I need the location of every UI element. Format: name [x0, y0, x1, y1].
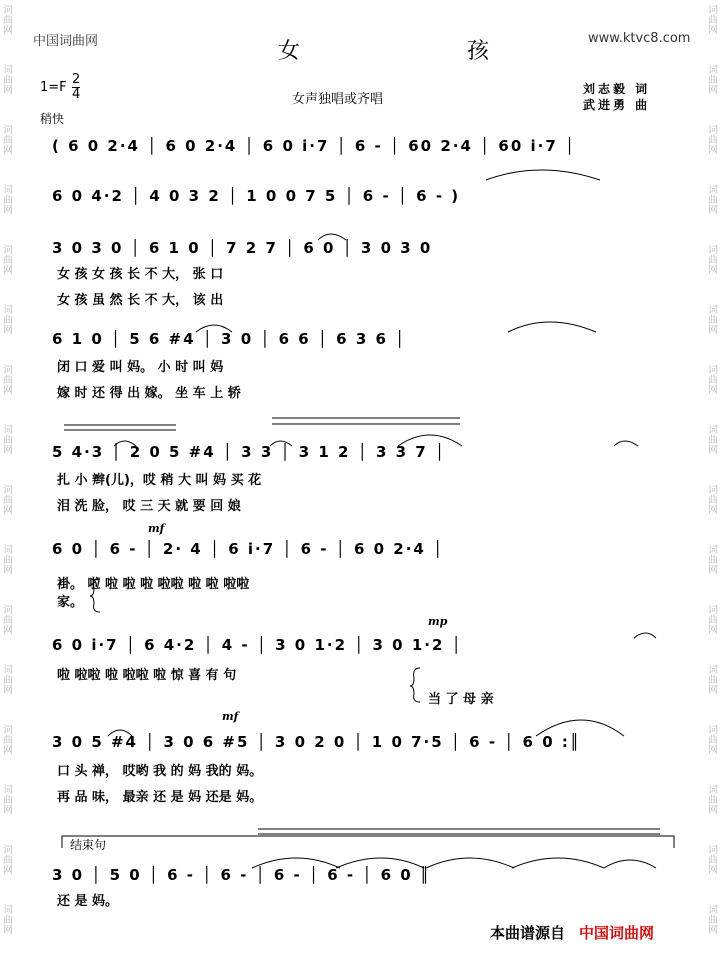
- slur-row-4b: [508, 322, 596, 332]
- slur-row-3: [318, 234, 346, 240]
- watermark-glyph: 词 曲 网: [3, 605, 13, 636]
- watermark-glyph: 词 曲 网: [708, 365, 718, 396]
- slur-row-5d: [614, 441, 638, 446]
- slur-row-5b: [270, 441, 292, 446]
- lyric-row-5-verse-1: 扎 小 辫(儿)，哎 稍 大 叫 妈 买 花: [57, 473, 262, 488]
- watermark-glyph: 词 曲 网: [3, 305, 13, 336]
- watermark-glyph: 词 曲 网: [708, 425, 718, 456]
- slur-row-2: [486, 170, 600, 180]
- watermark-glyph: 词 曲 网: [3, 545, 13, 576]
- slur-row-9b: [336, 858, 424, 868]
- watermark-glyph: 词 曲 网: [708, 65, 718, 96]
- watermark-glyph: 词 曲 网: [708, 305, 718, 336]
- notation-row-8: 3 0 5 #4 │ 3 0 6 #5 │ 3 0 2 0 │ 1 0 7·5 │ 6 - │ 6 0 :║: [52, 733, 581, 751]
- watermark-glyph: 词 曲 网: [708, 665, 718, 696]
- watermark-glyph: 词 曲 网: [708, 485, 718, 516]
- tempo-marking: 稍快: [40, 112, 65, 126]
- notation-row-5: 5 4·3 │ 2 0 5 #4 │ 3 3 │ 3 1 2 │ 3 3 7 │: [52, 443, 446, 461]
- notation-row-4: 6 1 0 │ 5 6 #4 │ 3 0 │ 6 6 │ 6 3 6 │: [52, 330, 407, 348]
- watermark-glyph: 词 曲 网: [3, 425, 13, 456]
- bracket-row-7: [410, 668, 420, 702]
- slur-row-9d: [512, 858, 604, 868]
- watermark-glyph: 词 曲 网: [3, 785, 13, 816]
- lyric-row-9-verse-1: 还 是 妈。: [57, 894, 119, 909]
- notation-row-2: 6 0 4·2 │ 4 0 3 2 │ 1 0 0 7 5 │ 6 - │ 6 - ): [52, 187, 461, 205]
- watermark-glyph: 词 曲 网: [708, 605, 718, 636]
- notation-row-1: ( 6 0 2·4 │ 6 0 2·4 │ 6 0 i·7 │ 6 - │ 60 2·4 │ 60 i·7 │: [52, 137, 577, 155]
- watermark-glyph: 词 曲 网: [708, 905, 718, 936]
- watermark-glyph: 词 曲 网: [708, 545, 718, 576]
- lyric-row-4-verse-1: 闭 口 爱 叫 妈。 小 时 叫 妈: [57, 360, 224, 375]
- site-url-right: www.ktvc8.com: [588, 31, 691, 46]
- watermark-glyph: 词 曲 网: [3, 845, 13, 876]
- watermark-glyph: 词 曲 网: [3, 485, 13, 516]
- slur-row-9a: [252, 858, 340, 868]
- watermark-glyph: 词 曲 网: [3, 125, 13, 156]
- lyric-row-5-verse-2: 泪 洗 脸， 哎 三 天 就 要 回 娘: [57, 499, 241, 514]
- bracket-row-6: [90, 578, 100, 612]
- watermark-glyph: 词 曲 网: [708, 245, 718, 276]
- watermark-glyph: 词 曲 网: [708, 125, 718, 156]
- lyricist-credit: 刘志毅 词: [583, 82, 651, 96]
- meter-numerator: 2: [72, 72, 81, 87]
- slur-row-9c: [426, 858, 514, 868]
- watermark-glyph: 词 曲 网: [3, 185, 13, 216]
- notation-row-6: 6 0 │ 6 - │ 2· 4 │ 6 i·7 │ 6 - │ 6 0 2·4 │: [52, 540, 445, 558]
- lyric-row-8-verse-2: 再 品 味， 最亲 还 是 妈 还是 妈。: [57, 790, 263, 805]
- dynamic-mf-1: mf: [148, 522, 165, 535]
- watermark-glyph: 词 曲 网: [708, 5, 718, 36]
- watermark-glyph: 词 曲 网: [708, 785, 718, 816]
- slur-row-4a: [196, 325, 232, 332]
- source-label: 本曲谱源自: [490, 924, 566, 942]
- watermark-glyph: 词 曲 网: [3, 665, 13, 696]
- key-signature: 1=F: [40, 80, 67, 95]
- watermark-glyph: 词 曲 网: [3, 905, 13, 936]
- performance-subtitle: 女声独唱或齐唱: [292, 92, 384, 107]
- watermark-glyph: 词 曲 网: [708, 725, 718, 756]
- source-footer: [490, 922, 654, 943]
- watermark-glyph: 词 曲 网: [3, 5, 13, 36]
- notation-row-9: 3 0 │ 5 0 │ 6 - │ 6 - │ 6 - │ 6 - │ 6 0 ║: [52, 866, 431, 884]
- lyric-row-3-verse-2: 女 孩 虽 然 长 不 大， 该 出: [57, 293, 224, 308]
- notation-row-3: 3 0 3 0 │ 6 1 0 │ 7 2 7 │ 6 0 │ 3 0 3 0: [52, 239, 433, 257]
- lyric-row-3-verse-1: 女 孩 女 孩 长 不 大， 张 口: [57, 267, 224, 282]
- watermark-glyph: 词 曲 网: [3, 725, 13, 756]
- ending-bracket: [62, 836, 674, 848]
- slur-row-5c: [398, 435, 462, 446]
- dynamic-mf-2: mf: [222, 710, 239, 723]
- watermark-glyph: 词 曲 网: [708, 845, 718, 876]
- site-name-left: 中国词曲网: [33, 34, 99, 49]
- watermark-glyph: 词 曲 网: [3, 365, 13, 396]
- slur-row-8b: [536, 720, 624, 736]
- watermark-glyph: 词 曲 网: [708, 185, 718, 216]
- slur-row-8a: [108, 730, 132, 736]
- ending-label: 结束句: [70, 838, 107, 852]
- meter-denominator: 4: [72, 87, 81, 102]
- lyric-row-8-verse-1: 口 头 禅， 哎哟 我 的 妈 我的 妈。: [57, 764, 263, 779]
- lyric-row-6-verse-1: 褂。 啦 啦 啦 啦 啦啦 啦 啦 啦啦: [57, 577, 250, 592]
- notation-row-7: 6 0 i·7 │ 6 4·2 │ 4 - │ 3 0 1·2 │ 3 0 1·2 │: [52, 636, 463, 654]
- watermark-glyph: 词 曲 网: [3, 65, 13, 96]
- composer-credit: 武进勇 曲: [583, 98, 651, 112]
- slur-row-7: [634, 633, 656, 638]
- slur-row-9e: [604, 860, 656, 868]
- lyric-row-7-verse-1: 啦 啦啦 啦 啦啦 啦 惊 喜 有 句: [57, 668, 237, 683]
- lyric-row-7-verse-2: 当 了 母 亲: [428, 692, 494, 707]
- lyric-row-6-verse-2: 家。: [57, 595, 84, 610]
- dynamic-mp: mp: [428, 615, 448, 628]
- song-title: 女 孩: [278, 39, 569, 64]
- slur-row-5a: [114, 441, 136, 446]
- watermark-glyph: 词 曲 网: [3, 245, 13, 276]
- source-brand: 中国词曲网: [579, 924, 655, 942]
- lyric-row-4-verse-2: 嫁 时 还 得 出 嫁。 坐 车 上 轿: [57, 386, 241, 401]
